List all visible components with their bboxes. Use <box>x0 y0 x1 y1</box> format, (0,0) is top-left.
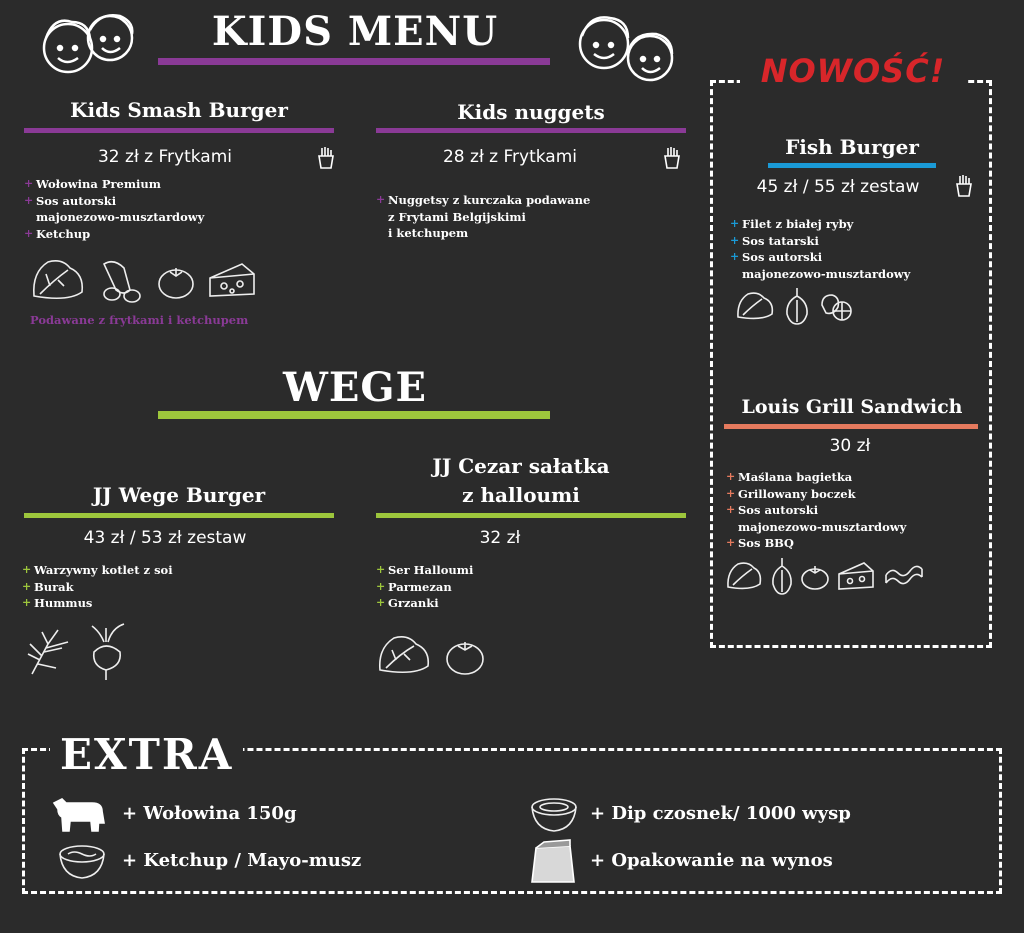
tomato-icon <box>800 561 830 591</box>
extra-item-takeaway: + Opakowanie na wynos <box>590 850 833 871</box>
list-item: + Hummus <box>22 596 93 610</box>
bowl-icon <box>528 795 580 837</box>
kids-smash-price: 32 zł z Frytkami <box>97 147 233 167</box>
kids-smash-note: Podawane z frytkami i ketchupem <box>30 313 249 327</box>
louis-icons <box>724 556 924 596</box>
kids-nuggets-underline <box>376 128 686 133</box>
kids-smash-icons <box>28 256 258 304</box>
fish-icons <box>734 286 854 326</box>
fish-underline <box>768 163 936 168</box>
beet-icon <box>84 622 130 680</box>
lettuce-icon <box>734 289 776 323</box>
kids-nuggets-ingredients <box>376 192 676 242</box>
list-item: + Ketchup <box>24 226 91 241</box>
kid-faces-right-icon <box>570 12 690 90</box>
extra-item-dip: + Dip czosnek/ 1000 wysp <box>590 803 851 824</box>
kids-nuggets-price: 28 zł z Frytkami <box>442 147 578 167</box>
cezar-title-line2: z halloumi <box>462 483 580 507</box>
kids-menu-underline <box>158 58 550 65</box>
kids-smash-underline <box>24 128 334 133</box>
list-item: majonezowo-musztardowy <box>742 266 911 281</box>
arugula-icon <box>22 626 74 676</box>
list-item: majonezowo-musztardowy <box>36 210 205 224</box>
fries-icon <box>662 146 682 174</box>
cheese-icon <box>836 560 876 592</box>
lettuce-icon <box>724 559 764 593</box>
kids-nuggets-title: Kids nuggets <box>457 100 605 124</box>
cheese-icon <box>206 260 258 300</box>
tomato-icon <box>156 260 196 300</box>
wege-burger-ingredients <box>22 562 322 612</box>
kid-faces-left-icon <box>30 8 145 80</box>
cezar-price: 32 zł <box>479 528 521 548</box>
wege-burger-underline <box>24 513 334 518</box>
list-item: + Grzanki <box>376 596 439 610</box>
cow-icon <box>52 795 108 835</box>
list-item: + Burak <box>22 579 74 594</box>
extra-item-ketchup: + Ketchup / Mayo-musz <box>122 850 362 871</box>
fries-icon <box>954 174 974 202</box>
extra-heading: EXTRA <box>50 730 243 779</box>
list-item: + Nuggetsy z kurczaka podawane <box>376 193 591 207</box>
fries-icon <box>316 146 336 174</box>
onion-icon <box>770 556 794 596</box>
list-item: + Filet z białej ryby <box>730 217 854 231</box>
bag-icon <box>530 838 576 884</box>
cezar-underline <box>376 513 686 518</box>
cucumber-icon <box>98 256 146 304</box>
louis-ingredients <box>726 469 981 552</box>
list-item: + Grillowany boczek <box>726 486 856 501</box>
louis-underline <box>724 424 978 429</box>
cezar-title-line1: JJ Cezar sałatka <box>432 454 610 478</box>
louis-price: 30 zł <box>829 436 871 456</box>
cezar-icons <box>374 632 486 678</box>
kids-smash-title: Kids Smash Burger <box>70 98 288 122</box>
onion-icon <box>784 286 810 326</box>
fish-title: Fish Burger <box>785 135 919 159</box>
extra-item-beef: + Wołowina 150g <box>122 803 297 824</box>
list-item: + Ser Halloumi <box>376 563 474 577</box>
louis-title: Louis Grill Sandwich <box>741 396 963 418</box>
list-item: + Wołowina Premium <box>24 177 161 191</box>
list-item: + Warzywny kotlet z soi <box>22 563 173 577</box>
wege-underline <box>158 411 550 419</box>
list-item: + Parmezan <box>376 579 452 594</box>
cezar-ingredients <box>376 562 676 612</box>
list-item: + Sos autorski <box>730 250 823 264</box>
wege-heading: WEGE <box>282 364 428 411</box>
list-item: majonezowo-musztardowy <box>738 519 907 534</box>
lettuce-icon <box>28 256 88 304</box>
kids-menu-heading: KIDS MENU <box>211 8 499 55</box>
fish-ingredients <box>730 216 980 282</box>
lettuce-icon <box>374 632 434 678</box>
list-item: + Sos autorski <box>726 503 819 517</box>
list-item: i ketchupem <box>388 226 469 240</box>
wege-burger-icons <box>22 622 130 680</box>
list-item: + Maślana bagietka <box>726 470 853 484</box>
list-item: + Sos BBQ <box>726 536 794 550</box>
wege-burger-price: 43 zł / 53 zł zestaw <box>83 528 247 548</box>
bowl-icon <box>56 840 108 882</box>
kids-smash-ingredients <box>24 176 324 242</box>
list-item: + Sos tatarski <box>730 233 819 248</box>
fish-price: 45 zł / 55 zł zestaw <box>756 177 920 197</box>
nowosc-label: NOWOŚĆ! <box>740 52 966 90</box>
list-item: + Sos autorski <box>24 193 117 208</box>
wege-burger-title: JJ Wege Burger <box>92 483 266 507</box>
tomato-icon <box>444 634 486 676</box>
list-item: z Frytami Belgijskimi <box>388 209 526 224</box>
bacon-icon <box>882 561 924 591</box>
lemon-icon <box>818 291 854 321</box>
